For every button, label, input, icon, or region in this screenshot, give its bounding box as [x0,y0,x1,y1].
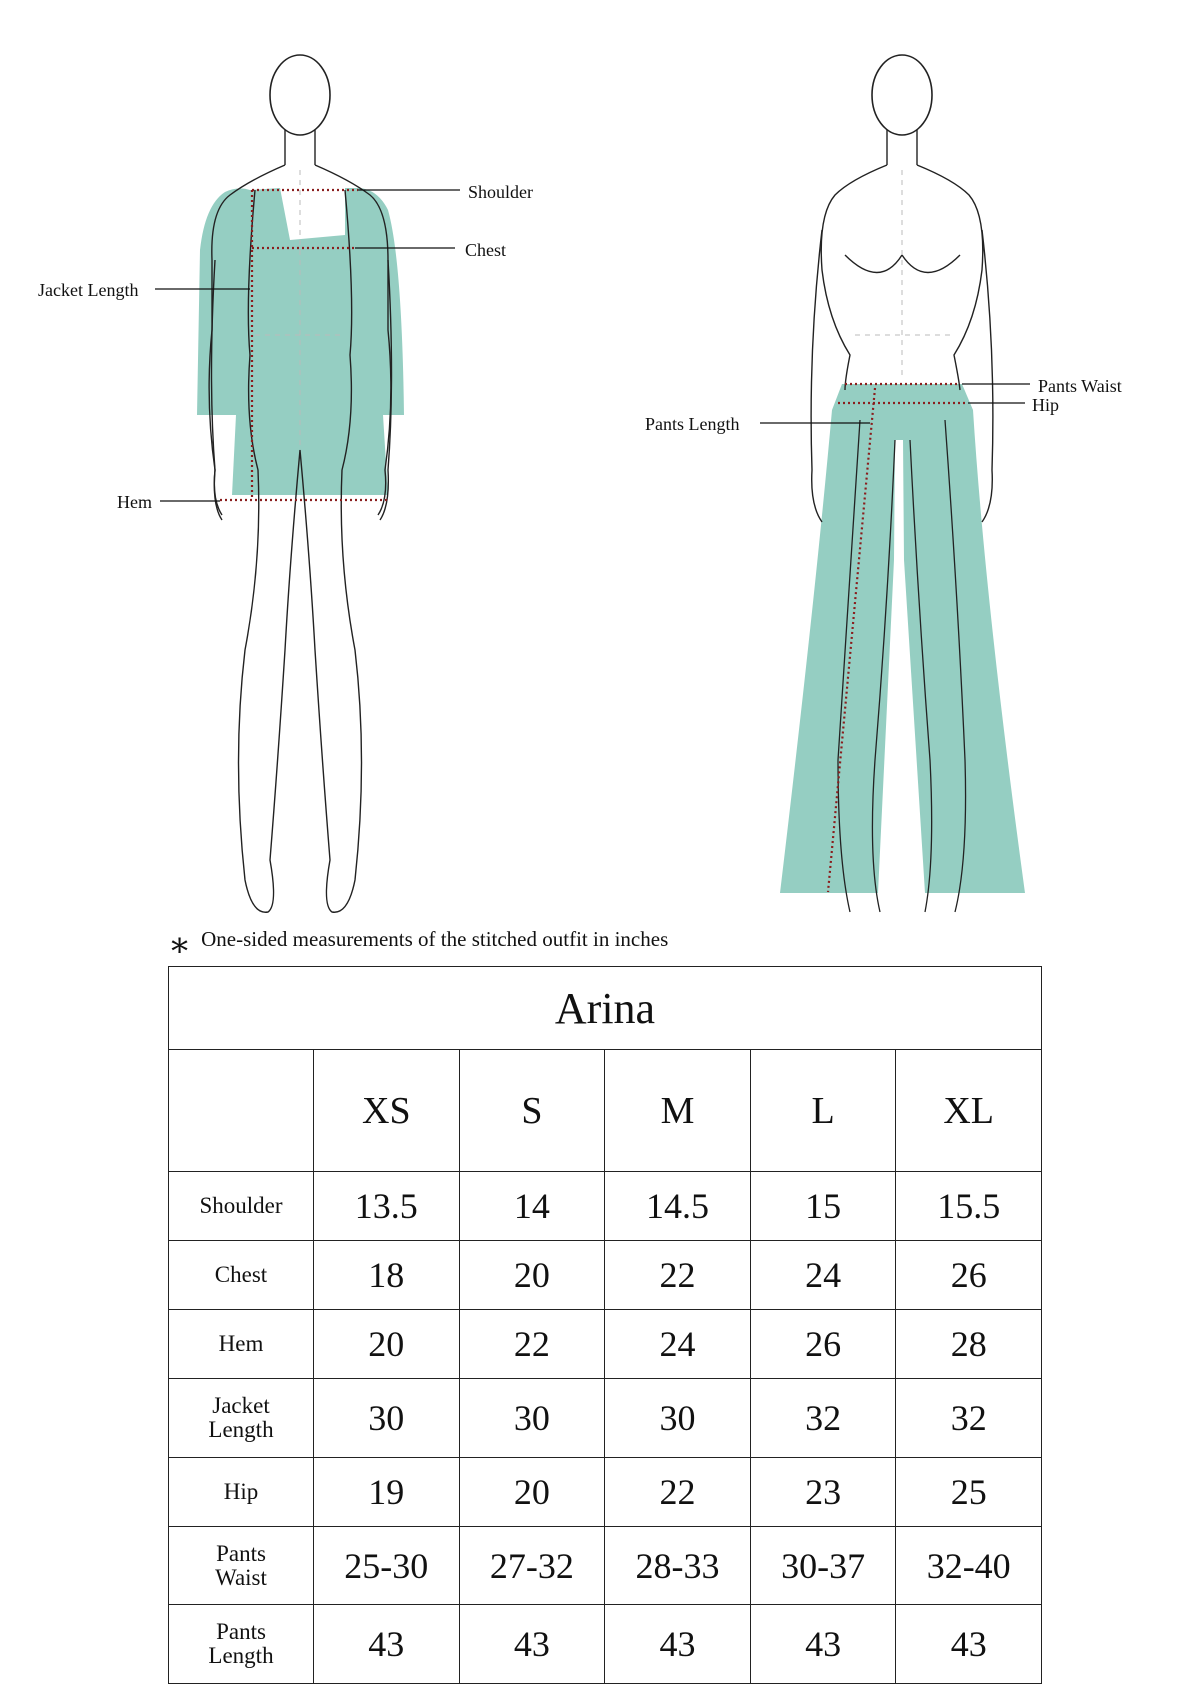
table-row [169,1379,1042,1458]
table-cell: 30 [314,1379,460,1458]
asterisk-icon: ∗ [168,926,192,964]
table-row [169,1172,1042,1241]
row-label: Hip [169,1457,314,1526]
jacket-length-label: Jacket Length [38,280,139,300]
row-label: Jacket Length [169,1379,314,1458]
table-cell: 19 [314,1457,460,1526]
size-header: XS [314,1050,460,1172]
hip-label: Hip [1032,395,1059,415]
table-row [169,1241,1042,1310]
table-cell: 27-32 [459,1526,605,1605]
table-cell: 43 [605,1605,751,1684]
table-row [169,1457,1042,1526]
table-row [169,1310,1042,1379]
row-label: Chest [169,1241,314,1310]
table-cell: 24 [605,1310,751,1379]
table-cell: 26 [896,1241,1042,1310]
table-cell: 22 [605,1457,751,1526]
pants-waist-label: Pants Waist [1038,376,1122,396]
size-chart-table [168,966,1042,1684]
table-title: Arina [169,967,1042,1050]
table-cell: 15 [750,1172,896,1241]
table-cell: 43 [459,1605,605,1684]
table-cell: 30 [459,1379,605,1458]
table-cell: 20 [459,1457,605,1526]
size-header: M [605,1050,751,1172]
table-cell: 13.5 [314,1172,460,1241]
size-header: XL [896,1050,1042,1172]
bottom-figure [645,55,1122,912]
table-cell: 30 [605,1379,751,1458]
corner-cell [169,1050,314,1172]
table-row [169,1605,1042,1684]
hem-label: Hem [117,492,152,512]
table-cell: 26 [750,1310,896,1379]
table-cell: 22 [605,1241,751,1310]
table-cell: 43 [314,1605,460,1684]
table-cell: 25-30 [314,1526,460,1605]
chest-label: Chest [465,240,507,260]
table-cell: 15.5 [896,1172,1042,1241]
table-cell: 20 [314,1310,460,1379]
head-outline [270,55,330,135]
table-cell: 23 [750,1457,896,1526]
row-label: Hem [169,1310,314,1379]
table-cell: 24 [750,1241,896,1310]
row-label: Pants Waist [169,1526,314,1605]
table-cell: 20 [459,1241,605,1310]
note-text: One-sided measurements of the stitched outfit in inches [201,927,669,951]
table-cell: 18 [314,1241,460,1310]
table-cell: 14.5 [605,1172,751,1241]
table-cell: 28 [896,1310,1042,1379]
table-cell: 30-37 [750,1526,896,1605]
table-row [169,1526,1042,1605]
table-cell: 32-40 [896,1526,1042,1605]
table-cell: 32 [896,1379,1042,1458]
pants-garment [780,384,1025,893]
table-cell: 28-33 [605,1526,751,1605]
measurement-note [168,926,669,964]
table-cell: 14 [459,1172,605,1241]
row-label: Shoulder [169,1172,314,1241]
size-header-row [169,1050,1042,1172]
size-header: L [750,1050,896,1172]
table-cell: 22 [459,1310,605,1379]
top-figure [38,55,533,912]
row-label: Pants Length [169,1605,314,1684]
size-header: S [459,1050,605,1172]
shoulder-label: Shoulder [468,182,533,202]
table-cell: 32 [750,1379,896,1458]
table-cell: 25 [896,1457,1042,1526]
table-cell: 43 [896,1605,1042,1684]
table-cell: 43 [750,1605,896,1684]
pants-length-label: Pants Length [645,414,740,434]
